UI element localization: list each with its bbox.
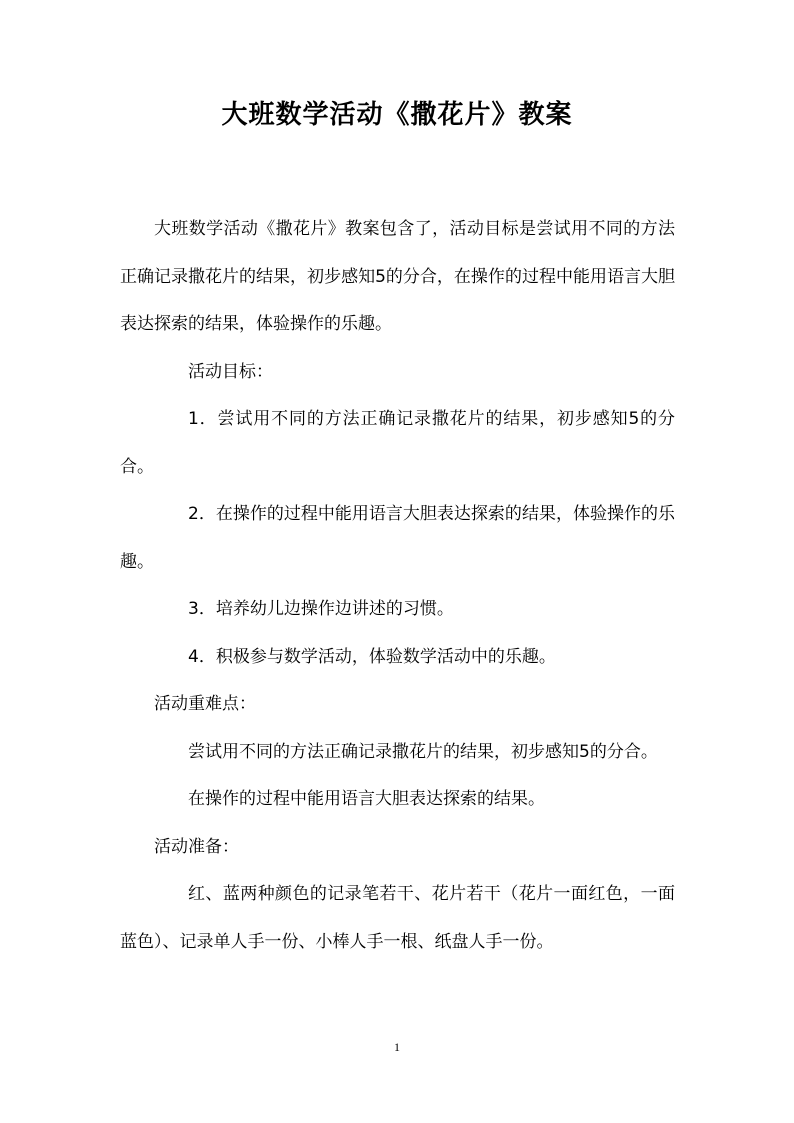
page-number: 1 [394, 1040, 400, 1054]
goal-item-4: 4．积极参与数学活动，体验数学活动中的乐趣。 [188, 646, 556, 667]
goal-item-2: 2．在操作的过程中能用语言大胆表达探索的结果，体验操作的乐趣。 [120, 504, 675, 572]
document-body [120, 206, 675, 966]
key-point-1: 尝试用不同的方法正确记录撒花片的结果，初步感知5的分合。 [188, 741, 658, 762]
goal-item-3: 3．培养幼儿边操作边讲述的习惯。 [188, 599, 454, 619]
section-heading-key-points: 活动重难点： [154, 694, 256, 714]
preparation-paragraph: 红、蓝两种颜色的记录笔若干、花片若干（花片一面红色，一面蓝色）、记录单人手一份、小棒人手一根、纸盘人手一份。 [120, 884, 675, 952]
section-heading-goals: 活动目标： [188, 361, 273, 382]
goal-item-1: 1．尝试用不同的方法正确记录撒花片的结果，初步感知5的分合。 [120, 409, 675, 477]
section-heading-preparation: 活动准备： [154, 836, 239, 857]
intro-paragraph: 大班数学活动《撒花片》教案包含了，活动目标是尝试用不同的方法正确记录撒花片的结果，初步感知5的分合，在操作的过程中能用语言大胆表达探索的结果，体验操作的乐趣。 [120, 219, 675, 334]
key-point-2: 在操作的过程中能用语言大胆表达探索的结果。 [188, 789, 545, 809]
document-title: 大班数学活动《撒花片》教案 [221, 100, 573, 130]
